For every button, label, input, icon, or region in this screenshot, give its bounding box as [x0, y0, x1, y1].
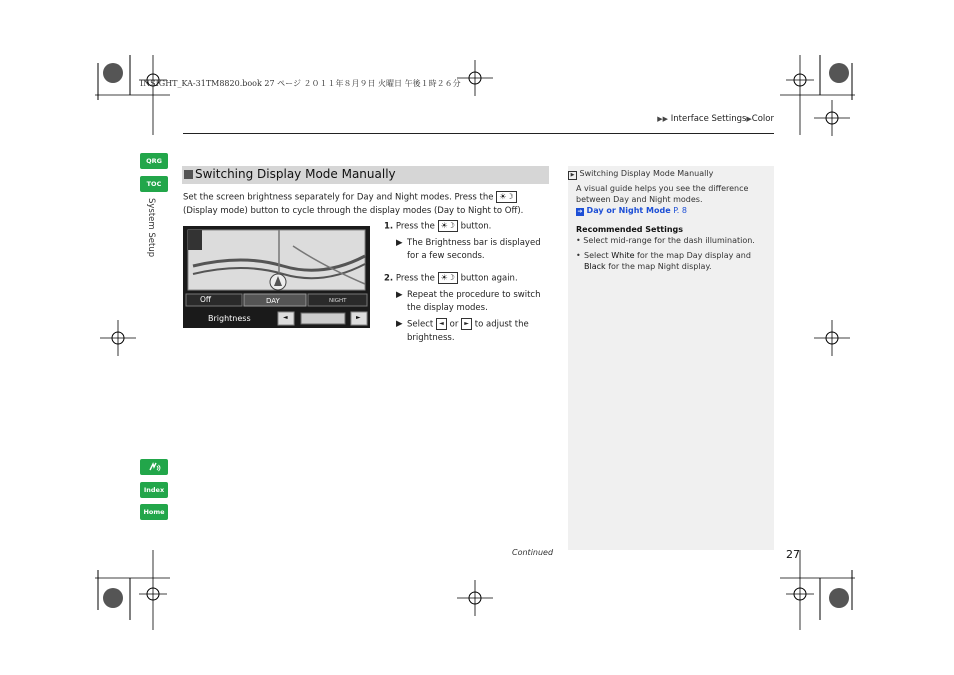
note-guide-text: A visual guide helps you see the difference between Day and Night modes.	[576, 184, 749, 204]
recommended-bullet-2: • Select White for the map Day display and Black for the map Night display.	[576, 251, 751, 271]
registration-mark-bottom-left	[95, 550, 175, 630]
header-rule	[183, 133, 774, 134]
result-arrow-icon: ▶	[396, 319, 403, 329]
screen-right-arrow-icon: ►	[356, 314, 361, 321]
step-1	[384, 220, 549, 234]
intro-text-1: Set the screen brightness separately for Day and Night modes. Press the	[183, 192, 494, 203]
step-2-result-text: Repeat the procedure to switch the display modes.	[407, 290, 541, 313]
note-title	[568, 168, 768, 180]
breadcrumb	[657, 114, 774, 124]
day-or-night-mode-link[interactable]: Day or Night Mode	[586, 206, 671, 215]
registration-mark-top-left	[95, 55, 175, 135]
breadcrumb-color[interactable]: Color	[751, 114, 774, 124]
screen-brightness-label: Brightness	[208, 314, 251, 323]
note-title-text: Switching Display Mode Manually	[579, 169, 714, 178]
result-arrow-icon: ▶	[396, 238, 403, 248]
result-arrow-icon: ▶	[396, 290, 403, 300]
select-post: to adjust the brightness.	[407, 319, 529, 343]
step-1-result-text: The Brightness bar is displayed for a few seconds.	[407, 238, 541, 261]
left-arrow-key-icon: ◄	[436, 318, 447, 330]
map-display-image	[183, 226, 370, 328]
registration-mark-bottom-right	[775, 550, 855, 630]
display-mode-button-icon: ☀☽	[496, 191, 516, 203]
select-pre: Select	[407, 319, 434, 330]
recommended-settings-heading: Recommended Settings	[576, 225, 684, 234]
continued-label: Continued	[512, 548, 554, 557]
screen-off-tab: Off	[200, 295, 212, 304]
registration-mark-bottom-center	[457, 580, 493, 616]
side-section-label: System Setup	[146, 198, 156, 258]
section-heading	[182, 166, 549, 184]
breadcrumb-interface-settings[interactable]: Interface Settings	[670, 114, 747, 124]
print-header: INSIGHT_KA-31TM8820.book 27 ページ ２０１１年８月９日 火曜日 午後１時２６分	[140, 79, 461, 88]
recommended-bullet-1: • Select mid-range for the dash illumination.	[576, 236, 755, 245]
screen-day-tab: DAY	[266, 297, 280, 305]
breadcrumb-arrow-icon: ▶	[746, 115, 752, 123]
step-1-result	[396, 237, 546, 263]
toc-button[interactable]: TOC	[140, 176, 168, 192]
display-mode-button-icon: ☀☽	[438, 272, 458, 284]
step-2	[384, 272, 549, 286]
screen-night-tab: NIGHT	[329, 298, 347, 304]
page-number: 27	[786, 548, 800, 561]
bullet-2-post: for the map Night display.	[608, 262, 712, 271]
step-2-pre: Press the	[395, 273, 435, 284]
index-button[interactable]: Index	[140, 482, 168, 498]
heading-square-icon	[184, 170, 193, 179]
registration-mark-top-center	[457, 60, 493, 96]
bullet-2-white: White	[611, 251, 635, 260]
qrg-button[interactable]: QRG	[140, 153, 168, 169]
note-arrow-icon: ▶	[568, 171, 577, 180]
intro-paragraph	[183, 191, 549, 218]
registration-mark-right-upper	[814, 100, 850, 136]
bullet-2-mid: for the map Day display and	[637, 251, 751, 260]
step-1-pre: Press the	[395, 221, 435, 232]
breadcrumb-arrow-icon: ▶▶	[657, 115, 669, 123]
section-title: Switching Display Mode Manually	[195, 167, 396, 181]
registration-mark-right-middle	[814, 320, 850, 356]
screen-left-arrow-icon: ◄	[283, 314, 288, 321]
voice-command-icon	[147, 461, 161, 473]
step-2-post: button again.	[460, 273, 518, 284]
bullet-2-black: Black	[584, 262, 606, 271]
brightness-screen-illustration	[183, 226, 370, 328]
registration-mark-left-middle	[100, 320, 136, 356]
step-2-select-result	[396, 318, 548, 345]
link-arrow-icon: ➔	[577, 208, 583, 215]
link-page-ref[interactable]: P. 8	[673, 206, 687, 215]
step-2-result	[396, 289, 548, 315]
step-1-post: button.	[460, 221, 492, 232]
right-arrow-key-icon: ►	[461, 318, 472, 330]
select-or: or	[449, 319, 459, 330]
bullet-2-pre: Select	[584, 251, 609, 260]
display-mode-button-icon: ☀☽	[438, 220, 458, 232]
step-1-number: 1.	[384, 221, 394, 232]
home-button[interactable]: Home	[140, 504, 168, 520]
note-link[interactable]	[576, 205, 766, 216]
step-2-number: 2.	[384, 273, 394, 284]
bullet-1-text: Select mid-range for the dash illumination.	[583, 236, 755, 245]
voice-command-button[interactable]	[140, 459, 168, 475]
intro-text-2: (Display mode) button to cycle through the display modes (Day to Night to Off).	[183, 205, 524, 216]
